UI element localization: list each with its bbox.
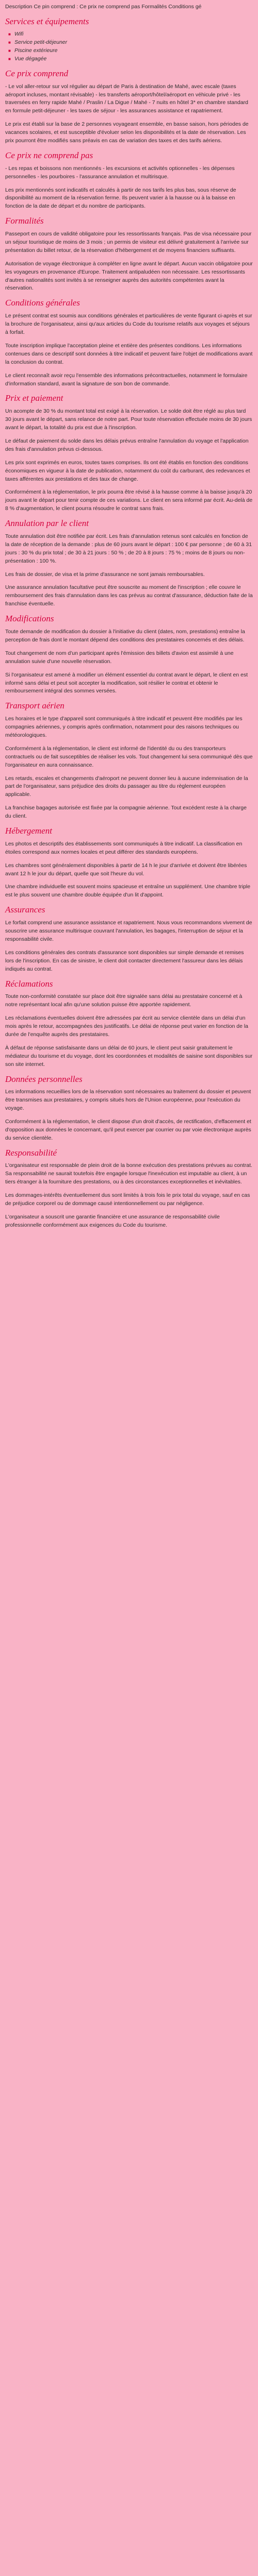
paragraph: La franchise bagages autorisée est fixée par la compagnie aérienne. Tout excédent reste à la charge du client. <box>5 805 247 820</box>
bullet-icon: ■ <box>8 48 11 54</box>
paragraph: Les frais de dossier, de visa et la prime d'assurance ne sont jamais remboursables. <box>5 571 205 578</box>
bullet-icon: ■ <box>8 32 11 37</box>
list-item <box>8 30 253 39</box>
paragraph: Les chambres sont généralement disponibles à partir de 14 h le jour d'arrivée et doivent être libérées avant 12 h le jour du départ, quelle que soit l'heure du vol. <box>5 862 247 877</box>
section-title: Modifications <box>5 614 54 624</box>
list-item <box>8 47 253 55</box>
paragraph: Toute annulation doit être notifiée par écrit. Les frais d'annulation retenus sont calculés en fonction de la date de réception de la demande : plus de 60 jours avant le départ : 100 € par personne ; de 60 à 31 jours : 30 % du prix total ; de 30 à 21 jours : 50 % ; de 20 à 8 jours : 75 % ; moins de 8 jours ou non-présentation : 100 %. <box>5 533 252 564</box>
paragraph: Une chambre individuelle est souvent moins spacieuse et entraîne un supplément. Une chambre triple est le plus souvent une chambre double équipée d'un lit d'appoint. <box>5 884 251 899</box>
section-title: Transport aérien <box>5 701 64 711</box>
list-item <box>8 55 253 63</box>
section-title: Prix et paiement <box>5 393 63 403</box>
paragraph: Tout changement de nom d'un participant après l'émission des billets d'avion est assimilé à une annulation suivie d'une nouvelle réservation. <box>5 650 234 665</box>
section-conditions-generales <box>5 298 253 388</box>
paragraph: L'organisateur est responsable de plein droit de la bonne exécution des prestations prévues au contrat. Sa responsabilité ne saurait toutefois être engagée lorsque l'inexécution est imputable au client, à un tiers étranger à la fourniture des prestations, ou à des circonstances exceptionnelles et inévitables. <box>5 1162 252 1185</box>
section-modifications <box>5 614 253 696</box>
paragraph: Conformément à la réglementation, le client dispose d'un droit d'accès, de rectification, d'effacement et d'opposition aux données le concernant, qu'il peut exercer par courrier ou par voie électronique auprès du service clientèle. <box>5 1118 251 1141</box>
section-reclamations <box>5 979 253 1069</box>
paragraph: Le client reconnaît avoir reçu l'ensemble des informations précontractuelles, notamment le formulaire d'information standard, avant la signature de son bon de commande. <box>5 372 248 387</box>
paragraph: Si l'organisateur est amené à modifier un élément essentiel du contrat avant le départ, le client en est informé sans délai et peut soit accepter la modification, soit résilier le contrat et obtenir le remboursement intégral des sommes versées. <box>5 671 248 694</box>
paragraph: Conformément à la réglementation, le client est informé de l'identité du ou des transporteurs contractuels ou de fait susceptibles de réaliser les vols. Tout changement lui sera communiqué dès que l'organisateur en aura connaissance. <box>5 745 253 768</box>
section-hebergement <box>5 826 253 900</box>
intro-text: Description Ce pin comprend : Ce prix ne comprend pas Formalités Conditions gé <box>5 4 202 10</box>
page-content <box>0 0 258 1245</box>
paragraph: Autorisation de voyage électronique à compléter en ligne avant le départ. Aucun vaccin obligatoire pour les voyageurs en provenance d'Europe. Traitement antipaludéen non nécessaire. Les ressortissants d'autres nationalités sont invités à se renseigner auprès des autorités compétentes avant la réservation. <box>5 260 253 292</box>
section-title: Annulation par le client <box>5 518 89 529</box>
section-title: Responsabilité <box>5 1147 57 1158</box>
paragraph: Le forfait comprend une assurance assistance et rapatriement. Nous vous recommandons vivement de souscrire une assurance multirisque couvrant l'annulation, les bagages, l'interruption de séjour et la responsabilité civile. <box>5 919 252 942</box>
paragraph: Les photos et descriptifs des établissements sont communiqués à titre indicatif. La classification en étoiles correspond aux normes locales et peut différer des standards européens. <box>5 840 243 855</box>
feature-list <box>5 30 253 63</box>
section-formalites <box>5 216 253 293</box>
paragraph: Conformément à la réglementation, le prix pourra être révisé à la hausse comme à la baisse jusqu'à 20 jours avant le départ pour tenir compte de ces variations. Le client en sera informé par écrit. Au-delà de 8 % d'augmentation, le client pourra résoudre le contrat sans frais. <box>5 489 253 512</box>
section-title: Données personnelles <box>5 1074 83 1084</box>
section-prix-et-paiement <box>5 393 253 513</box>
paragraph: - Les repas et boissons non mentionnés - les excursions et activités optionnelles - les dépenses personnelles - les pourboires - l'assurance annulation et multirisque. <box>5 165 235 180</box>
paragraph: Les horaires et le type d'appareil sont communiqués à titre indicatif et peuvent être modifiés par les compagnies aériennes, y compris après confirmation, notamment pour des raisons techniques ou météorologiques. <box>5 715 243 738</box>
section-title: Formalités <box>5 216 44 226</box>
list-item <box>8 39 253 47</box>
paragraph: Les dommages-intérêts éventuellement dus sont limités à trois fois le prix total du voyage, sauf en cas de préjudice corporel ou de dommage causé intentionnellement ou par négligence. <box>5 1192 250 1207</box>
section-responsabilite <box>5 1148 253 1230</box>
sections-container <box>5 16 253 1230</box>
list-item-label: Piscine extérieure <box>14 47 58 54</box>
paragraph: Le prix est établi sur la base de 2 personnes voyageant ensemble, en basse saison, hors périodes de vacances scolaires, et est susceptible d'évoluer selon les disponibilités et la date de réservation. Les prix pourront être modifiés sans préavis en cas de variation des taxes et des tarifs aériens. <box>5 121 249 144</box>
paragraph: Les conditions générales des contrats d'assurance sont disponibles sur simple demande et remises lors de l'inscription. En cas de sinistre, le client doit contacter directement l'assureur dans les délais indiqués au contrat. <box>5 949 244 972</box>
paragraph: Un acompte de 30 % du montant total est exigé à la réservation. Le solde doit être réglé au plus tard 30 jours avant le départ, sans relance de notre part. Pour toute réservation effectuée moins de 30 jours avant le départ, la totalité du prix est due à l'inscription. <box>5 408 252 431</box>
section-title: Assurances <box>5 905 45 915</box>
section-ce-prix-ne-comprend-pas <box>5 150 253 211</box>
section-annulation-par-le-client <box>5 518 253 608</box>
paragraph: Toute demande de modification du dossier à l'initiative du client (dates, nom, prestations) entraîne la perception de frais dont le montant dépend des conditions des prestataires concernés et des délais. <box>5 628 245 643</box>
paragraph: Une assurance annulation facultative peut être souscrite au moment de l'inscription ; elle couvre le remboursement des frais d'annulation dans les cas prévus au contrat d'assurance, déduction faite de la franchise éventuelle. <box>5 584 253 607</box>
list-item-label: Wifi <box>14 31 24 38</box>
paragraph: L'organisateur a souscrit une garantie financière et une assurance de responsabilité civile professionnelle conformément aux exigences du Code du tourisme. <box>5 1213 220 1228</box>
paragraph: Les informations recueillies lors de la réservation sont nécessaires au traitement du dossier et peuvent être transmises aux prestataires, y compris situés hors de l'Union européenne, pour l'exécution du voyage. <box>5 1088 251 1111</box>
bullet-icon: ■ <box>8 57 11 62</box>
paragraph: Les retards, escales et changements d'aéroport ne peuvent donner lieu à aucune indemnisation de la part de l'organisateur, sans préjudice des droits du passager au titre du règlement européen applicable. <box>5 775 248 798</box>
list-item-label: Service petit-déjeuner <box>14 39 68 46</box>
section-transport-aerien <box>5 701 253 821</box>
paragraph: Les prix sont exprimés en euros, toutes taxes comprises. Ils ont été établis en fonction des conditions économiques en vigueur à la date de publication, notamment du coût du carburant, des redevances et taxes afférentes aux prestations et des taux de change. <box>5 459 250 482</box>
bullet-icon: ■ <box>8 40 11 45</box>
paragraph: Toute non-conformité constatée sur place doit être signalée sans délai au prestataire concerné et à notre représentant local afin qu'une solution puisse être apportée rapidement. <box>5 993 243 1008</box>
paragraph: À défaut de réponse satisfaisante dans un délai de 60 jours, le client peut saisir gratuitement le médiateur du tourisme et du voyage, dont les coordonnées et modalités de saisine sont disponibles sur son site internet. <box>5 1044 253 1067</box>
section-ce-prix-comprend <box>5 69 253 145</box>
paragraph: Les prix mentionnés sont indicatifs et calculés à partir de nos tarifs les plus bas, sous réserve de disponibilité au moment de la réservation ferme. Ils peuvent varier à la hausse ou à la baisse en fonction de la date de départ et du nombre de participants. <box>5 187 236 210</box>
section-title: Réclamations <box>5 978 53 989</box>
paragraph: Passeport en cours de validité obligatoire pour les ressortissants français. Pas de visa nécessaire pour un séjour touristique de moins de 3 mois ; un permis de visiteur est délivré gratuitement à l'arrivée sur présentation du billet retour, de la réservation d'hébergement et de moyens financiers suffisants. <box>5 230 252 253</box>
paragraph: Le défaut de paiement du solde dans les délais prévus entraîne l'annulation du voyage et l'application des frais d'annulation prévus ci-dessous. <box>5 437 249 452</box>
paragraph: Les réclamations éventuelles doivent être adressées par écrit au service clientèle dans un délai d'un mois après le retour, accompagnées des justificatifs. Le délai de réponse peut varier en fonction de la durée de l'enquête auprès des prestataires. <box>5 1014 249 1038</box>
section-title: Ce prix comprend <box>5 69 69 79</box>
paragraph: Le présent contrat est soumis aux conditions générales et particulières de vente figurant ci-après et sur la brochure de l'organisateur, ainsi qu'aux articles du Code du tourisme relatifs aux voyages et séjours à forfait. <box>5 312 252 335</box>
paragraph: - Le vol aller-retour sur vol régulier au départ de Paris à destination de Mahé, avec escale (taxes aéroport incluses, montant révisable) - les transferts aéroport/hôtel/aéroport en véhicule privé - les traversées en ferry rapide Mahé / Praslin / La Digue / Mahé - 7 nuits en hôtel 3* en chambre standard en formule petit-déjeuner - les taxes de séjour - les assurances assistance et rapatriement. <box>5 83 249 114</box>
list-item-label: Vue dégagée <box>14 56 47 62</box>
section-title: Services et équipements <box>5 16 89 26</box>
section-donnees-personnelles <box>5 1074 253 1143</box>
section-services-et-equipements <box>5 16 253 63</box>
section-title: Ce prix ne comprend pas <box>5 150 93 161</box>
section-title: Hébergement <box>5 826 52 836</box>
section-title: Conditions générales <box>5 298 80 308</box>
paragraph: Toute inscription implique l'acceptation pleine et entière des présentes conditions. Les informations contenues dans ce descriptif sont données à titre indicatif et peuvent faire l'objet de modifications avant la conclusion du contrat. <box>5 342 253 365</box>
section-assurances <box>5 905 253 973</box>
